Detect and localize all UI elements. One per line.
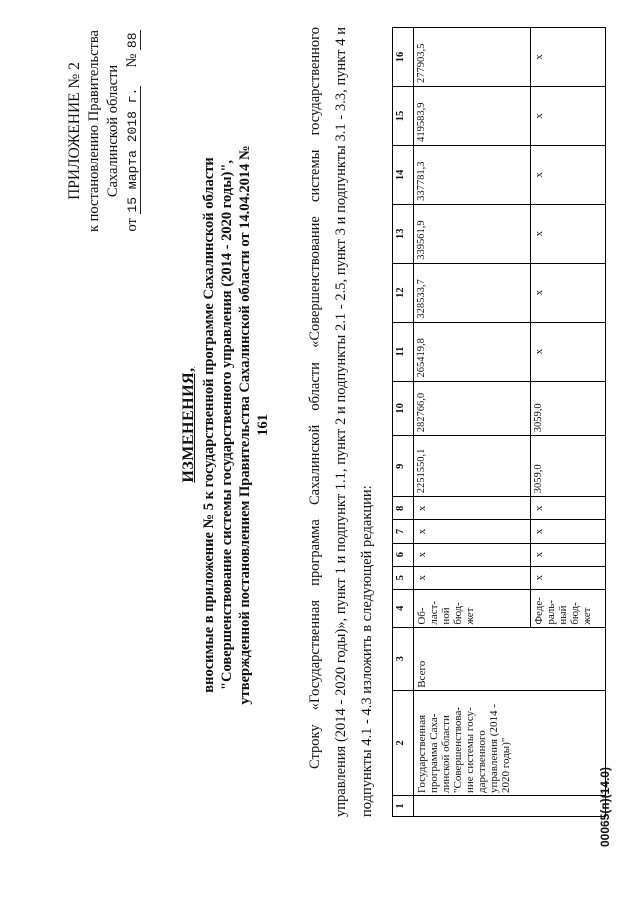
header-cell: 15 <box>393 87 414 146</box>
body-paragraph <box>302 27 380 817</box>
program-table <box>392 27 606 817</box>
header-cell: 1 <box>393 795 414 816</box>
document-heading <box>180 145 272 705</box>
appendix-block <box>65 30 142 232</box>
appendix-line-2: Сахалинской области <box>105 64 121 198</box>
heading-line-2: "Совершенствование системы государственного управления (2014 - 2020 годы)", <box>219 159 235 691</box>
header-cell: 14 <box>393 145 414 204</box>
paragraph-text: Строку «Государственная программа Сахалинской области «Совершенствование системы государственного управления (2014 - 2020 годы)», пункт 1 и подпункт 1.1, пункт 2 и подпункты 2.1 - 2.5, пункт 3 и подпункты 3.1 - 3.3, пункт 4 и подпункты 4.1 - 4.3 изложить в следующей редакции: <box>307 27 375 817</box>
source-label: Феде- раль- ный бюд- жет <box>533 597 593 625</box>
table-cell: 265419,8 <box>414 322 531 381</box>
header-cell: 6 <box>393 543 414 566</box>
table-cell: 337781,3 <box>414 145 531 204</box>
header-cell: 12 <box>393 263 414 322</box>
appendix-line-1: к постановлению Правительства <box>86 30 102 232</box>
table-cell: 328533,7 <box>414 263 531 322</box>
header-cell: 16 <box>393 28 414 87</box>
table-cell: 3059,0 <box>531 381 606 436</box>
number-value: 88 <box>125 32 140 49</box>
table-cell: х <box>531 28 606 87</box>
document-code: 00065(п)(14.0) <box>598 767 612 847</box>
table-cell: 2251550,1 <box>414 436 531 497</box>
program-name-cell <box>414 690 606 795</box>
table-cell: х <box>531 322 606 381</box>
table-cell: х <box>531 204 606 263</box>
header-cell: 4 <box>393 589 414 627</box>
header-cell: 9 <box>393 436 414 497</box>
appendix-title: ПРИЛОЖЕНИЕ № 2 <box>66 62 83 200</box>
program-name: Государственная программа Саха- линской области "Совершенствова- ние системы госу- дарственного управления (2014 - 2020 годы)" <box>416 704 512 793</box>
table-cell: х <box>531 145 606 204</box>
total-cell <box>414 627 606 690</box>
row-number-cell <box>414 795 606 816</box>
date-value: 15 марта 2018 г. <box>125 87 140 213</box>
number-prefix: № <box>124 53 140 68</box>
header-cell: 13 <box>393 204 414 263</box>
heading-line-3: утвержденной постановлением Правительства Сахалинской области от 14.04.2014 № 161 <box>237 145 271 705</box>
header-cell: 11 <box>393 322 414 381</box>
table-cell: х <box>531 263 606 322</box>
table-cell: х <box>414 543 531 566</box>
table-cell: х <box>414 520 531 543</box>
table-cell: х <box>531 497 606 520</box>
table-cell: х <box>414 497 531 520</box>
table-cell: 3059,0 <box>531 436 606 497</box>
table-cell: 282766,0 <box>414 381 531 436</box>
date-prefix: от <box>124 218 140 232</box>
table-cell: 419583,9 <box>414 87 531 146</box>
header-cell: 5 <box>393 566 414 589</box>
source-cell <box>531 589 606 627</box>
header-row <box>393 28 414 817</box>
table-cell: х <box>531 87 606 146</box>
table-cell: х <box>531 543 606 566</box>
header-cell: 3 <box>393 627 414 690</box>
table-row <box>414 28 531 817</box>
table-cell: х <box>414 566 531 589</box>
total-label: Всего <box>416 660 428 688</box>
table-cell: х <box>531 566 606 589</box>
table-cell: 339561,9 <box>414 204 531 263</box>
header-cell: 2 <box>393 690 414 795</box>
heading-title: ИЗМЕНЕНИЯ, <box>180 367 197 483</box>
heading-line-1: вносимые в приложение № 5 к государственной программе Сахалинской области <box>201 157 217 693</box>
source-label: Об- ласт- ной бюд- жет <box>416 600 476 625</box>
header-cell: 7 <box>393 520 414 543</box>
appendix-date-line <box>123 30 142 232</box>
header-cell: 8 <box>393 497 414 520</box>
header-cell: 10 <box>393 381 414 436</box>
table-cell: 277903,5 <box>414 28 531 87</box>
source-cell <box>414 589 531 627</box>
table-cell: х <box>531 520 606 543</box>
